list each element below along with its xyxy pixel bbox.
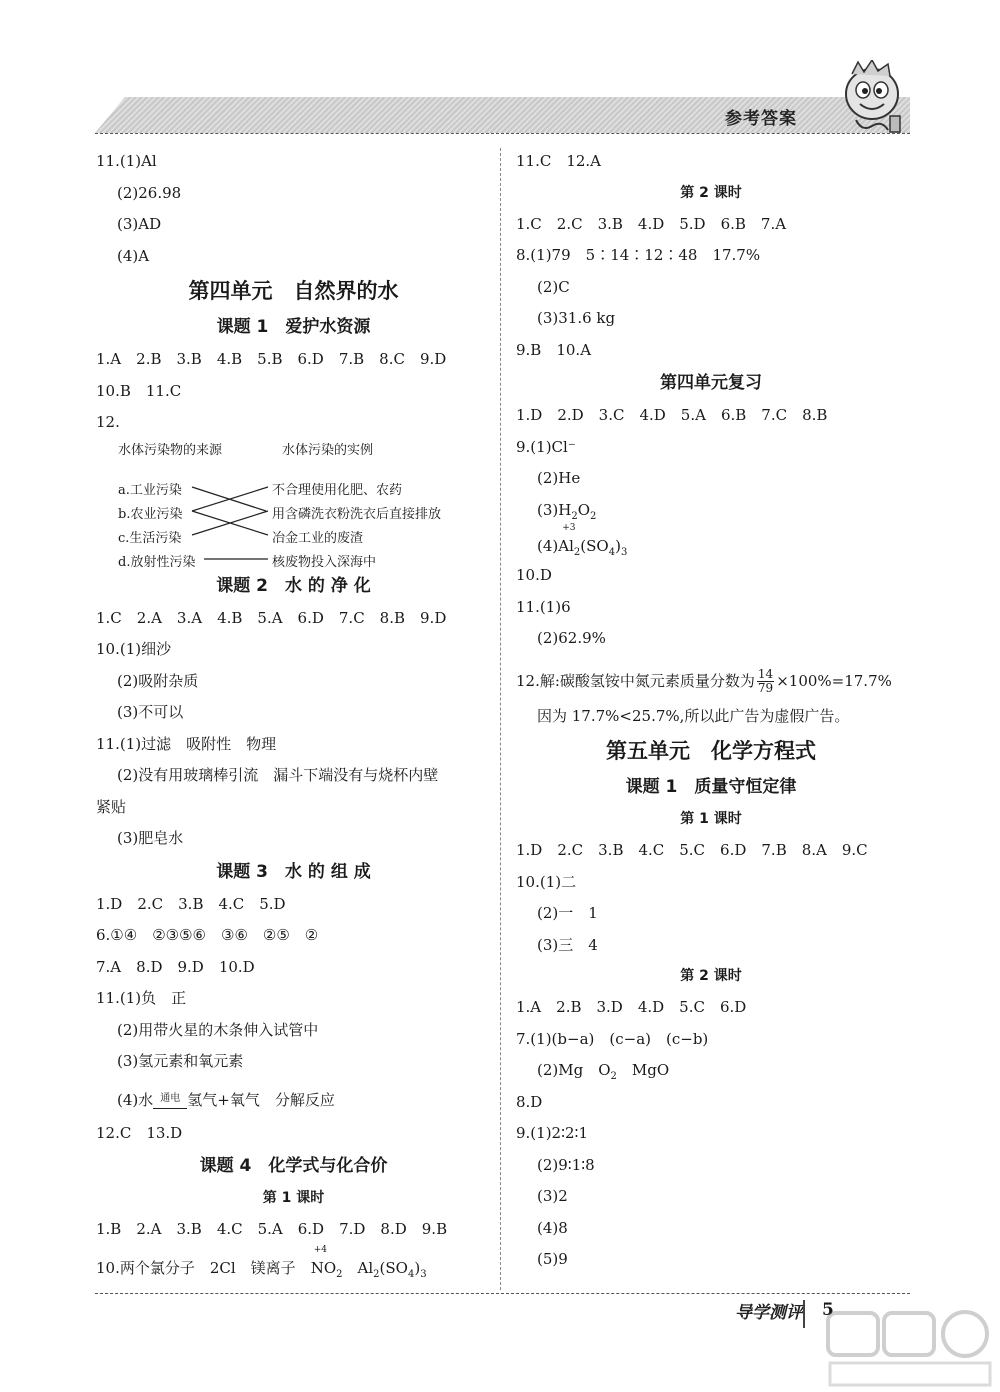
answer-line: 7.A 8.D 9.D 10.D [96, 957, 255, 976]
answer-line: 1.A 2.B 3.D 4.D 5.C 6.D [516, 998, 747, 1016]
answer-line: 7.(1)(b−a) (c−a) (c−b) [516, 1029, 709, 1048]
answer-line: (3)三 4 [537, 935, 598, 954]
topic-heading: 课题 1 质量守恒定律 [625, 777, 797, 797]
unit-heading: 第五单元 化学方程式 [606, 739, 816, 763]
answer-line: 11.(1)负 正 [96, 989, 187, 1007]
answer-line: 10.两个氯分子 2Cl 镁离子 +4 $NO_2$ $Al_2(SO_4)_3$ [96, 1244, 427, 1280]
footer-rule [95, 1293, 910, 1294]
page-number: 5 [822, 1300, 834, 1320]
match-source-b: b.农业污染 [118, 506, 183, 522]
answer-line: 1.D 2.C 3.B 4.C 5.C 6.D 7.B 8.A 9.C [516, 841, 868, 859]
answer-line: (2)一 1 [537, 904, 598, 922]
answer-line: (2)He [537, 469, 581, 487]
answer-line: 10.(1)二 [516, 872, 577, 891]
answer-line: (2)9∶1∶8 [537, 1155, 595, 1174]
watermark-logo-icon [820, 1305, 1000, 1390]
answer-line: (2)62.9% [537, 629, 606, 647]
answer-line: (4)8 [537, 1218, 568, 1237]
lesson-heading: 第 1 课时 [262, 1190, 325, 1206]
answer-line: 11.(1)Al [96, 152, 157, 170]
answer-line: 12.C 13.D [96, 1123, 183, 1142]
answer-line: (4)A [117, 246, 150, 265]
header-rule [95, 133, 910, 134]
lesson-heading: 第 1 课时 [680, 811, 742, 827]
equation-line: (4)水 通电 氢气+氧气 分解反应 [96, 1078, 491, 1118]
answer-line: 9.(1)2∶2∶1 [516, 1124, 588, 1142]
match-source-d: d.放射性污染 [118, 554, 196, 570]
left-column [96, 146, 491, 1284]
mascot-icon [832, 60, 910, 140]
topic-heading: 课题 2 水 的 净 化 [216, 575, 371, 596]
answer-line: (5)9 [537, 1250, 568, 1268]
answer-line: (2)用带火星的木条伸入试管中 [117, 1020, 319, 1039]
header-title: 参考答案 [725, 109, 797, 129]
footer-divider [803, 1300, 805, 1328]
answer-line: (2)没有用玻璃棒引流 漏斗下端没有与烧杯内壁 [117, 766, 439, 784]
topic-heading: 课题 4 化学式与化合价 [199, 1156, 388, 1176]
match-example-2: 用含磷洗衣粉洗衣后直接排放 [272, 506, 442, 522]
match-source-c: c.生活污染 [118, 530, 182, 546]
footer-title: 导学测评 [735, 1303, 803, 1323]
answer-line: (3)AD [117, 215, 162, 233]
answer-line: 12. [96, 413, 120, 431]
column-divider [500, 148, 501, 1290]
answer-line: 12.解:碳酸氢铵中氮元素质量分数为 $\frac{14}{79}$ ×100%=17.7% [516, 667, 892, 695]
answer-line: (3)2 [537, 1187, 568, 1205]
answer-line: (2)26.98 [117, 183, 182, 202]
answer-line: (2)C [537, 277, 570, 296]
answer-line: (2)吸附杂质 [117, 671, 199, 690]
answer-line: (4) +3 $Al_2(SO_4)_3$ [537, 523, 628, 558]
topic-heading: 课题 3 水 的 组 成 [216, 861, 371, 882]
answer-line: 11.(1)过滤 吸附性 物理 [96, 734, 277, 753]
answer-line: 1.B 2.A 3.B 4.C 5.A 6.D 7.D 8.D 9.B [96, 1220, 448, 1238]
answer-line: 9.B 10.A [516, 340, 592, 359]
answer-line: 因为 17.7%<25.7%,所以此广告为虚假广告。 [537, 706, 850, 725]
match-example-3: 冶金工业的废渣 [272, 530, 364, 546]
match-example-1: 不合理使用化肥、农药 [272, 482, 403, 498]
answer-line: 10.(1)细沙 [96, 640, 172, 658]
match-header-left: 水体污染物的来源 [118, 442, 223, 458]
answer-line: (2)Mg $O_2$ MgO [537, 1061, 670, 1082]
answer-line: (3)31.6 kg [537, 309, 616, 327]
answer-line: 1.A 2.B 3.B 4.B 5.B 6.D 7.B 8.C 9.D [96, 350, 447, 368]
lesson-heading: 第 2 课时 [680, 184, 742, 201]
fraction: $\frac{14}{79}$ [757, 667, 774, 695]
answer-line: 10.D [516, 566, 552, 584]
match-example-4: 核废物投入深海中 [272, 554, 377, 570]
answer-line: 9.(1)Cl⁻ [516, 437, 576, 456]
answer-line: (3)氢元素和氧元素 [117, 1052, 244, 1070]
answer-line: $(3)H_2O_2$ [537, 500, 597, 522]
answer-line: 1.C 2.A 3.A 4.B 5.A 6.D 7.C 8.B 9.D [96, 608, 447, 627]
answer-line: 1.D 2.D 3.C 4.D 5.A 6.B 7.C 8.B [516, 406, 828, 424]
answer-line: 1.D 2.C 3.B 4.C 5.D [96, 894, 286, 913]
answer-line: 8.D [516, 1092, 543, 1111]
answer-line: 10.B 11.C [96, 381, 182, 400]
right-column [516, 146, 906, 1276]
matching-diagram [96, 439, 491, 570]
match-source-a: a.工业污染 [118, 482, 182, 498]
review-heading: 第四单元复习 [660, 373, 762, 393]
answer-line: (3)肥皂水 [117, 829, 184, 847]
answer-line: 11.C 12.A [516, 152, 602, 170]
answer-line: 6.①④ ②③⑤⑥ ③⑥ ②⑤ ② [96, 926, 319, 944]
answer-line: 8.(1)79 5∶14∶12∶48 17.7% [516, 246, 761, 264]
answer-line: 11.(1)6 [516, 597, 571, 616]
lesson-heading: 第 2 课时 [680, 968, 742, 984]
answer-line: 1.C 2.C 3.B 4.D 5.D 6.B 7.A [516, 214, 787, 233]
reaction-arrow: 通电 [153, 1092, 187, 1122]
answer-line: 紧贴 [96, 797, 127, 816]
unit-heading: 第四单元 自然界的水 [188, 279, 399, 303]
topic-heading: 课题 1 爱护水资源 [216, 317, 371, 337]
match-header-right: 水体污染的实例 [282, 442, 374, 458]
answer-line: (3)不可以 [117, 703, 184, 721]
